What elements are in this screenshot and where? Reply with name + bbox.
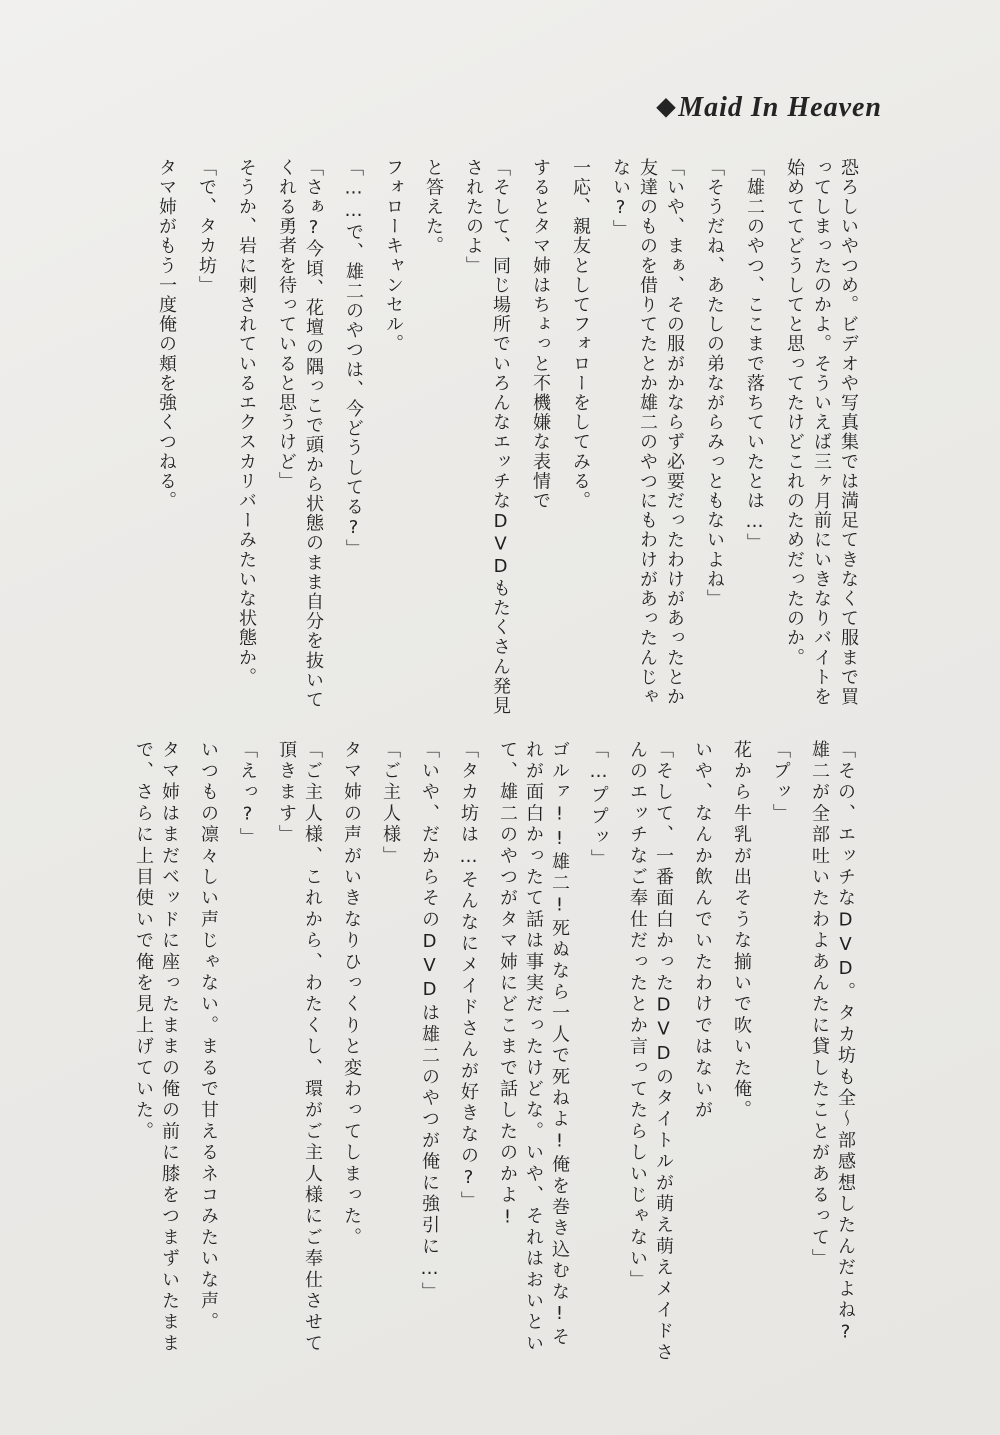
paragraph: 「で、タカ坊」	[196, 158, 217, 296]
paragraph: 「雄二のやつ、ここまで落ちていたとは…」	[744, 158, 765, 553]
paragraph: 「さぁ?今頃、花壇の隅っこで頭から状態のまま自分を抜いてくれる勇者を待っていると思うけど」	[276, 158, 324, 710]
paragraph: タマ姉はまだベッドに座ったままの俺の前に膝をつまずいたままで、さらに上目使いで俺を見上げていた。	[133, 740, 180, 1355]
paragraph: 「…ププッ」	[588, 740, 609, 871]
diamond-icon: ◆	[656, 94, 677, 120]
paragraph: 「えっ?」	[237, 740, 258, 849]
paragraph: 「そうだね、あたしの弟ながらみっともないよね」	[704, 158, 725, 609]
page-header	[657, 92, 882, 124]
paragraph: いつもの凛々しい声じゃない。まるで甘えるネコみたいな声。	[198, 740, 219, 1334]
story-text-top	[138, 158, 862, 716]
paragraph: 「プッ」	[770, 740, 791, 825]
story-text-bottom	[124, 740, 858, 1364]
paragraph: 一応、親友としてフォローをしてみる。	[570, 158, 591, 511]
paragraph: ゴルァ!!雄二!死ぬなら一人で死ねよ!俺を巻き込むな!それが面白かったて話は事実だったけどな。いや、それはおいといて、雄二のやつがタマ姉にどこまで話したのかよ!	[497, 740, 570, 1355]
paragraph: するとタマ姉はちょっと不機嫌な表情で	[530, 158, 551, 511]
paragraph: と答えた。	[423, 158, 444, 256]
paragraph: 花から牛乳が出そうな揃いで吹いた俺。	[731, 740, 752, 1122]
paragraph: 「その、エッチなDVD。タカ坊も全〜部感想したんだよね?雄二が全部吐いたわよあんたに貸したことがあるって」	[809, 740, 856, 1346]
paragraph: フォローキャンセル。	[383, 158, 404, 354]
paragraph: タマ姉がもう一度俺の頬を強くつねる。	[156, 158, 177, 511]
paragraph: そうか、岩に刺されているエクスカリバーみたいな状態か。	[236, 158, 257, 688]
paragraph: タマ姉の声がいきなりひっくりと変わってしまった。	[341, 740, 362, 1249]
paragraph: 「ご主人様」	[380, 740, 401, 868]
paragraph: いや、なんか飲んでいたわけではないが	[692, 740, 713, 1122]
paragraph: 「ご主人様、これから、わたくし、環がご主人様にご奉仕させて頂きます」	[276, 740, 323, 1355]
paragraph: 「いや、だからそのDVDは雄二のやつが俺に強引に…」	[419, 740, 440, 1304]
page-title: Maid In Heaven	[678, 92, 882, 123]
paragraph: 「……で、雄二のやつは、今どうしてる?」	[343, 158, 364, 559]
paragraph: 恐ろしいやつめ。ビデオや写真集では満足てきなくて服まで買ってしまったのかよ。そういえば三ヶ月前にいきなりバイトを始めててどうしてと思ってたけどこれのためだったのか。	[784, 158, 859, 707]
paragraph: 「そして、同じ場所でいろんなエッチなDVDもたくさん発見されたのよ」	[463, 158, 511, 716]
paragraph: 「いや、まぁ、その服がかならず必要だったわけがあったとか友達のものを借りてたとか雄二のやつにもわけがあったんじゃない?」	[610, 158, 685, 707]
paragraph: 「そして、一番面白かったDVDのタイトルが萌え萌えメイドさんのエッチなご奉仕だったとか言ってたらしいじゃない」	[627, 740, 674, 1364]
paragraph: 「タカ坊は…そんなにメイドさんが好きなの?」	[458, 740, 479, 1213]
